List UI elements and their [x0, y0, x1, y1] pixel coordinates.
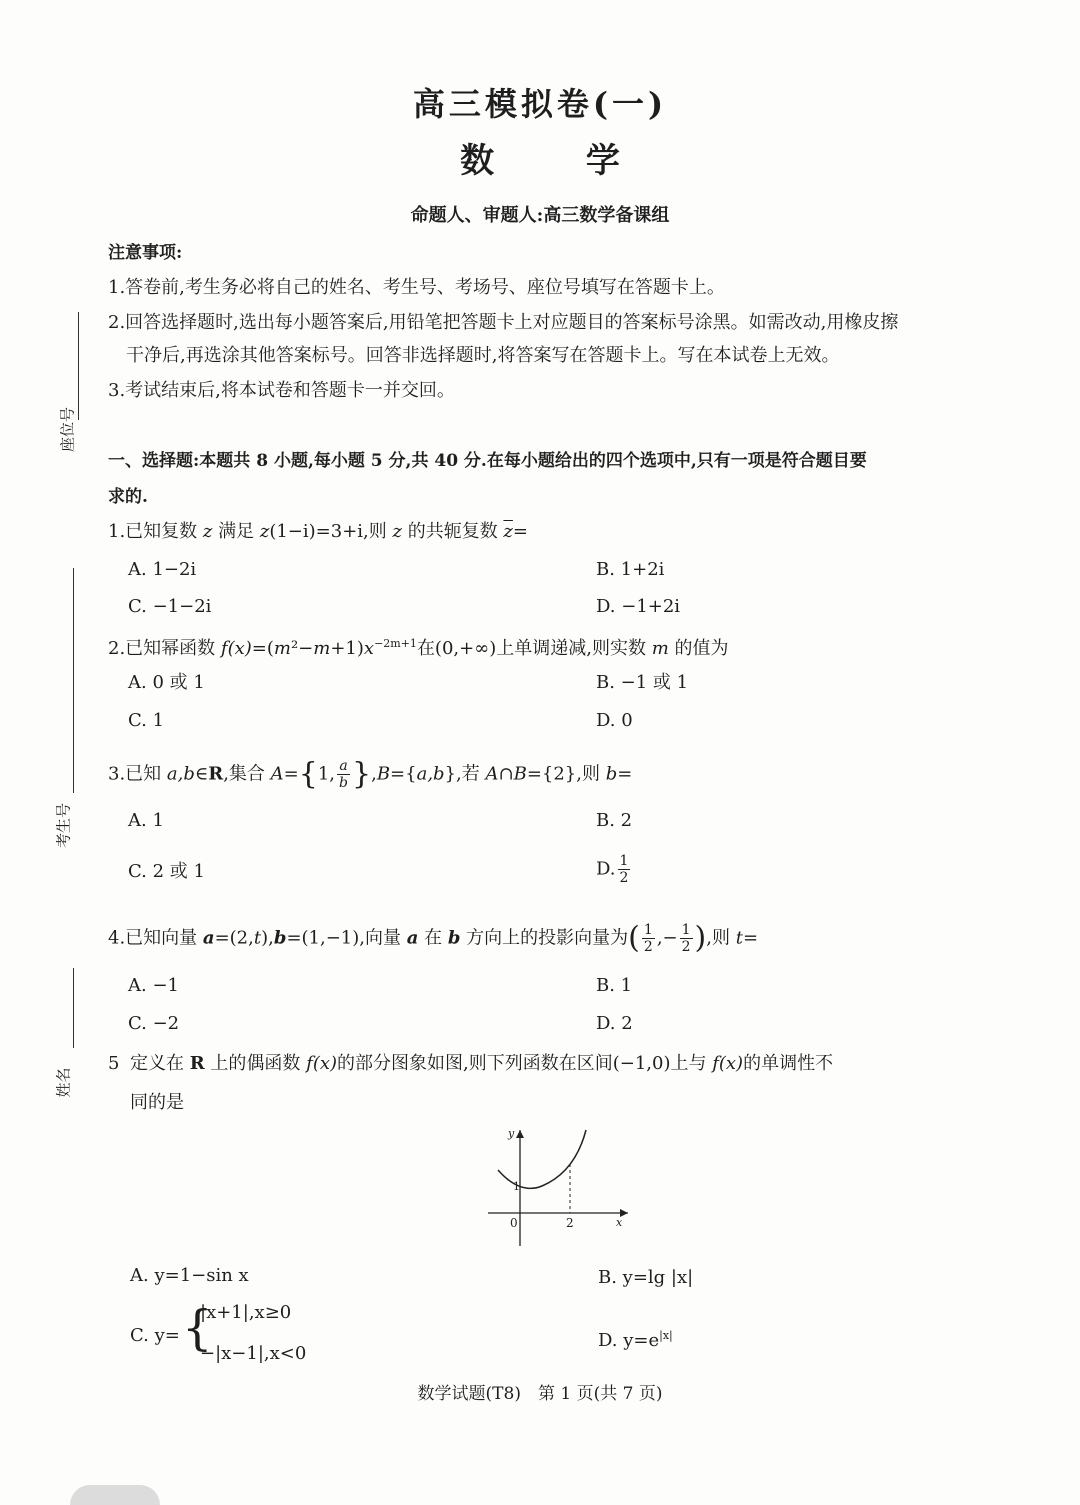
- origin-label: 0: [510, 1216, 518, 1230]
- question-2-stem: 2.已知幂函数 $f(x)=(m^2-m+1)x^{-2m+1}$在(0,+∞)上单调递减,则实数 m 的值为: [108, 637, 729, 659]
- q4-option-a: A. −1: [128, 975, 179, 996]
- author-line: 命题人、审题人:高三数学备课组: [410, 205, 670, 226]
- q1-option-c: C. −1−2i: [128, 596, 212, 617]
- q4-option-d: D. 2: [596, 1013, 633, 1034]
- q5-option-b: B. y=lg |x|: [598, 1267, 694, 1288]
- section-heading: 一、选择题:本题共 8 小题,每小题 5 分,共 40 分.在每小题给出的四个选项中,只有一项是符合题目要: [108, 451, 867, 471]
- note-item-2: 2.回答选择题时,选出每小题答案后,用铅笔把答题卡上对应题目的答案标号涂黑。如需改动,用橡皮擦: [108, 312, 899, 333]
- q3-option-c: C. 2 或 1: [128, 861, 205, 882]
- question-3-stem: 3.已知 a,b∈R,集合 A={1, $\frac{a}{b}$ },B={a,b},若 A∩B={2},则 b=: [108, 756, 633, 792]
- question-5-stem: 定义在 R 上的偶函数 f(x)的部分图象如图,则下列函数在区间(−1,0)上与 f(x)的单调性不: [130, 1053, 834, 1074]
- x-axis-label: x: [616, 1216, 623, 1229]
- notes-heading: 注意事项:: [108, 243, 183, 263]
- q2-option-b: B. −1 或 1: [596, 672, 689, 693]
- seat-line: [78, 312, 79, 420]
- q1-option-b: B. 1+2i: [596, 559, 665, 580]
- exam-no-label: 考生号: [54, 803, 73, 849]
- page-footer: 数学试题(T8) 第 1 页(共 7 页): [417, 1384, 663, 1404]
- name-line: [73, 968, 74, 1048]
- q2-option-d: D. 0: [596, 710, 633, 731]
- q2-option-a: A. 0 或 1: [128, 672, 205, 693]
- exam-no-line: [73, 568, 74, 793]
- seat-label: 座位号: [58, 407, 77, 453]
- question-1-stem: 1.已知复数 z 满足 z(1−i)=3+i,则 z 的共轭复数 $\overline{z}=$: [108, 521, 528, 542]
- q3-option-b: B. 2: [596, 810, 633, 831]
- q4-option-b: B. 1: [596, 975, 633, 996]
- q5-option-a: A. y=1−sin x: [130, 1265, 249, 1286]
- note-item-2-cont: 干净后,再选涂其他答案标号。回答非选择题时,将答案写在答题卡上。写在本试卷上无效。: [126, 345, 840, 366]
- question-4-stem: 4.已知向量 a=(2,t),b=(1,−1),向量 a 在 b 方向上的投影向量为( $\frac{1}{2}$ ,− $\frac{1}{2}$ ),则 t=: [108, 920, 759, 956]
- y-axis-arrow: [516, 1130, 524, 1138]
- question-5-stem-cont: 同的是: [130, 1092, 184, 1113]
- q5-option-c-case1: |x+1|,x≥0: [200, 1302, 292, 1323]
- q3-option-d: D. $\frac{1}{2}$: [596, 853, 629, 886]
- q5-brace: {: [182, 1300, 213, 1356]
- q2-option-c: C. 1: [128, 710, 165, 731]
- q5-option-d: D. $y=e^{|x|}$: [598, 1329, 673, 1351]
- y-tick-label: 1: [513, 1180, 520, 1193]
- note-item-3: 3.考试结束后,将本试卷和答题卡一并交回。: [108, 380, 455, 401]
- note-item-1: 1.答卷前,考生务必将自己的姓名、考生号、考场号、座位号填写在答题卡上。: [108, 277, 725, 298]
- page-title: 高三模拟卷(一): [412, 85, 668, 123]
- y-axis-label: y: [508, 1127, 515, 1140]
- q5-option-c-label: C. y=: [130, 1325, 180, 1346]
- section-heading-cont: 求的.: [108, 487, 148, 507]
- name-label: 姓名: [54, 1067, 73, 1098]
- q3-option-a: A. 1: [128, 810, 164, 831]
- q4-option-c: C. −2: [128, 1013, 180, 1034]
- x-tick-label: 2: [566, 1216, 574, 1230]
- q1-option-a: A. 1−2i: [128, 559, 197, 580]
- q3-fraction: $\frac{a}{b}$: [339, 758, 348, 791]
- question-5-number: 5: [108, 1053, 120, 1074]
- subject-title: 数 学: [460, 141, 660, 181]
- q1-option-d: D. −1+2i: [596, 596, 681, 617]
- q5-option-c-case2: −|x−1|,x<0: [200, 1343, 307, 1364]
- corner-shadow: [70, 1485, 160, 1505]
- function-graph: [480, 1120, 640, 1250]
